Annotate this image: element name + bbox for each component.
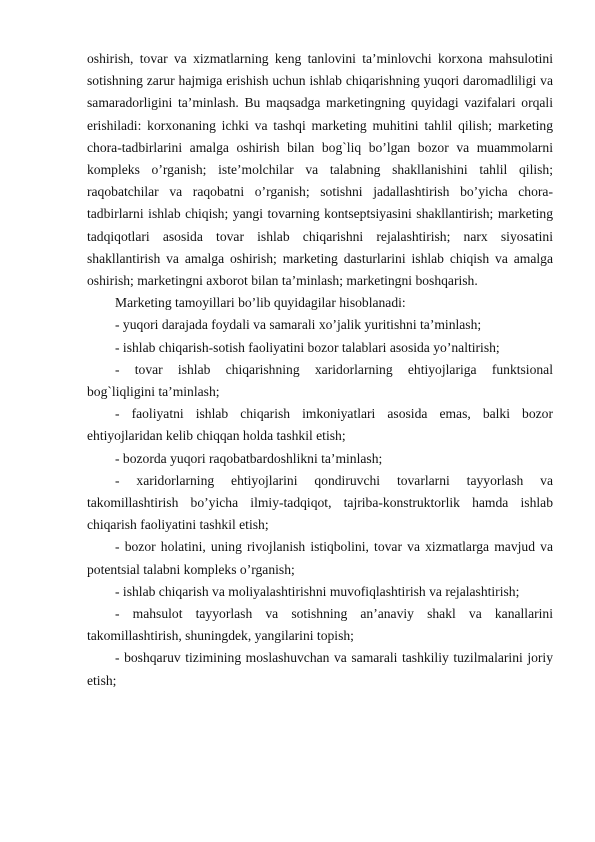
principle-item: - yuqori darajada foydali va samarali xo’jalik yuritishni ta’minlash; [115,317,482,333]
principle-item: - bozor holatini, uning rivojlanish istiqbolini, tovar va xizmatlarga mavjud va potentsial talabni kompleks o’rganish; [87,539,553,577]
principle-item: - xaridorlarning ehtiyojlarini qondiruvchi tovarlarni tayyorlash va takomillashtirish bo’yicha ilmiy-tadqiqot, tajriba-konstruktorlik hamda ishlab chiqarish faoliyatini tashkil etish; [87,472,553,533]
document-page [87,48,553,692]
principle-item: - boshqaruv tizimining moslashuvchan va samarali tashkiliy tuzilmalarini joriy etish; [87,650,553,688]
principle-item: - bozorda yuqori raqobatbardoshlikni ta’minlash; [115,450,383,466]
principle-item: - ishlab chiqarish-sotish faoliyatini bozor talablari asosida yo’naltirish; [115,339,500,355]
principle-item: - tovar ishlab chiqarishning xaridorlarning ehtiyojlariga funktsional bog`liqligini ta’minlash; [87,361,553,400]
principle-item: - ishlab chiqarish va moliyalashtirishni muvofiqlashtirish va rejalashtirish; [115,583,520,599]
intro-paragraph: oshirish, tovar va xizmatlarning keng tanlovini ta’minlovchi korxona mahsulotini sotishning zarur hajmiga erishish uchun ishlab chiqarishning yuqori daromadliligi va samaradorligini ta’minlash. Bu maqsadga marketingning quyidagi vazifalari orqali erishiladi: korxonaning ichki va tashqi marketing muhitini tahlil qilish; marketing chora-tadbirlarini amalga oshirish bilan bog`liq bo’lgan bozor va muammolarni kompleks o’rganish; iste’molchilar va talabning shakllanishini tahlil qilish; raqobatchilar va raqobatni o’rganish; sotishni jadallashtirish bo’yicha chora-tadbirlarni ishlab chiqish; yangi tovarning kontseptsiyasini shakllantirish; marketing tadqiqotlari asosida tovar ishlab chiqarishni rejalashtirish; narx siyosatini shakllantirish va amalga oshirish; marketing dasturlarini ishlab chiqish va amalga oshirish; marketingni axborot bilan ta’minlash; marketingni boshqarish. [87,51,553,289]
principles-heading: Marketing tamoyillari bo’lib quyidagilar hisoblanadi: [115,295,406,311]
principle-item: - mahsulot tayyorlash va sotishning an’anaviy shakl va kanallarini takomillashtirish, shuningdek, yangilarini topish; [87,606,553,644]
principle-item: - faoliyatni ishlab chiqarish imkoniyatlari asosida emas, balki bozor ehtiyojlaridan kelib chiqqan holda tashkil etish; [87,406,553,444]
